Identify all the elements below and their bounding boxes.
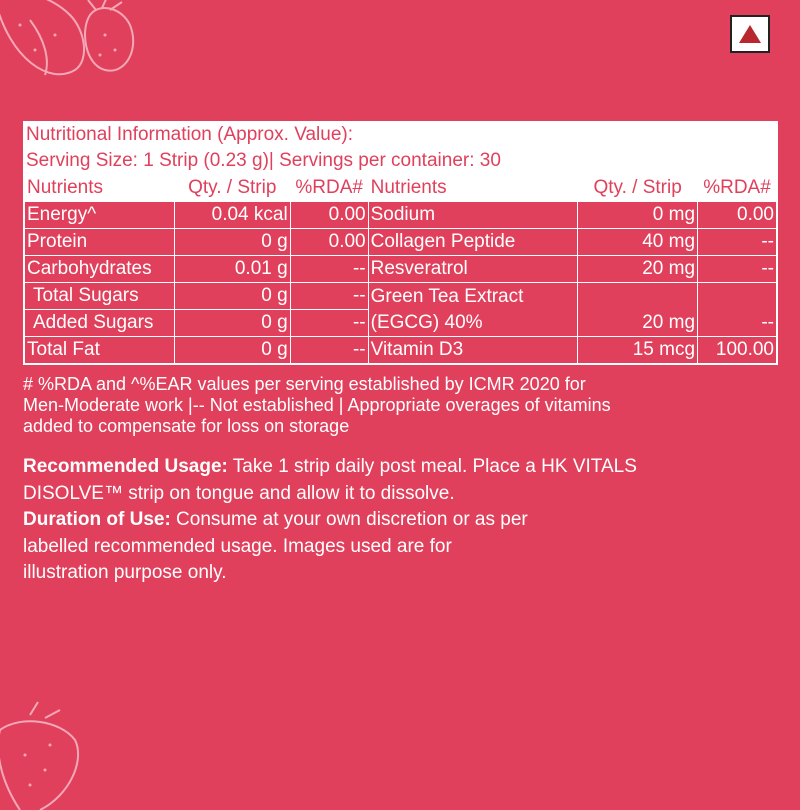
nutrient-qty: 20 mg [578,283,698,337]
usage-label: Recommended Usage: [23,456,228,477]
table-row [25,283,777,310]
col-qty: Qty. / Strip [578,175,698,202]
nutrient-qty: 0 mg [578,202,698,229]
nutrient-rda: 100.00 [698,337,777,364]
usage-text: DISOLVE™ strip on tongue and allow it to dissolve. [23,482,455,504]
nutrient-name: Added Sugars [25,310,175,337]
nutrient-rda: -- [290,256,368,283]
nutrition-panel [23,121,778,365]
nutrient-name-line: Green Tea Extract [370,286,524,307]
triangle-mark [739,25,761,43]
table-row [25,229,777,256]
footnote-line: # %RDA and ^%EAR values per serving established by ICMR 2020 for [23,374,586,394]
table-row [25,202,777,229]
nutrition-table [24,174,777,364]
footnote [23,374,763,437]
table-row [25,337,777,364]
nutrient-rda: 0.00 [290,202,368,229]
nutrient-qty: 0 g [174,310,290,337]
nutrient-name: Total Sugars [25,283,175,310]
nutrient-rda: -- [698,256,777,283]
usage-text: Take 1 strip daily post meal. Place a HK VITALS [227,456,637,477]
nutrient-qty: 0.04 kcal [174,202,290,229]
nutrient-name: Protein [25,229,175,256]
col-qty: Qty. / Strip [174,175,290,202]
nutrient-name: Vitamin D3 [368,337,578,364]
nutrient-qty: 20 mg [578,256,698,283]
nutrient-qty: 0 g [174,229,290,256]
col-nutrients: Nutrients [25,175,175,202]
serving-info: Serving Size: 1 Strip (0.23 g)| Servings per container: 30 [26,150,501,171]
nutrient-qty: 15 mcg [578,337,698,364]
footnote-line: added to compensate for loss on storage [23,416,350,436]
nutrition-header [24,122,777,174]
nutrient-name: Energy^ [25,202,175,229]
nutrient-name: Sodium [368,202,578,229]
nutrient-name: Resveratrol [368,256,578,283]
nutrient-rda: -- [290,310,368,337]
table-row [25,256,777,283]
nutrient-rda: 0.00 [290,229,368,256]
nutrient-rda: 0.00 [698,202,777,229]
duration-text: illustration purpose only. [23,562,227,583]
nutrient-qty: 0 g [174,283,290,310]
nutrient-name [368,283,578,337]
nutrition-title: Nutritional Information (Approx. Value): [26,124,354,145]
table-header-row [25,175,777,202]
veg-symbol-triangle-icon [730,15,770,53]
duration-text: labelled recommended usage. Images used are for [23,535,452,557]
nutrient-name: Collagen Peptide [368,229,578,256]
duration-label: Duration of Use: [23,509,171,530]
nutrient-qty: 0 g [174,337,290,364]
col-rda: %RDA# [290,175,368,202]
nutrient-rda: -- [698,229,777,256]
strawberry-outline-icon [0,0,150,100]
nutrient-rda: -- [698,283,777,337]
nutrient-qty: 40 mg [578,229,698,256]
usage-line [23,454,763,481]
duration-line [23,507,763,534]
nutrient-name: Total Fat [25,337,175,364]
nutrient-rda: -- [290,283,368,310]
nutrient-name-line: (EGCG) 40% [370,312,483,333]
duration-text: Consume at your own discretion or as per [170,509,528,530]
col-nutrients: Nutrients [368,175,578,202]
strawberry-outline-icon [0,700,110,810]
nutrient-qty: 0.01 g [174,256,290,283]
col-rda: %RDA# [698,175,777,202]
footnote-line: Men-Moderate work |-- Not established | Appropriate overages of vitamins [23,395,611,415]
usage-section [23,454,763,587]
nutrient-rda: -- [290,337,368,364]
nutrient-name: Carbohydrates [25,256,175,283]
